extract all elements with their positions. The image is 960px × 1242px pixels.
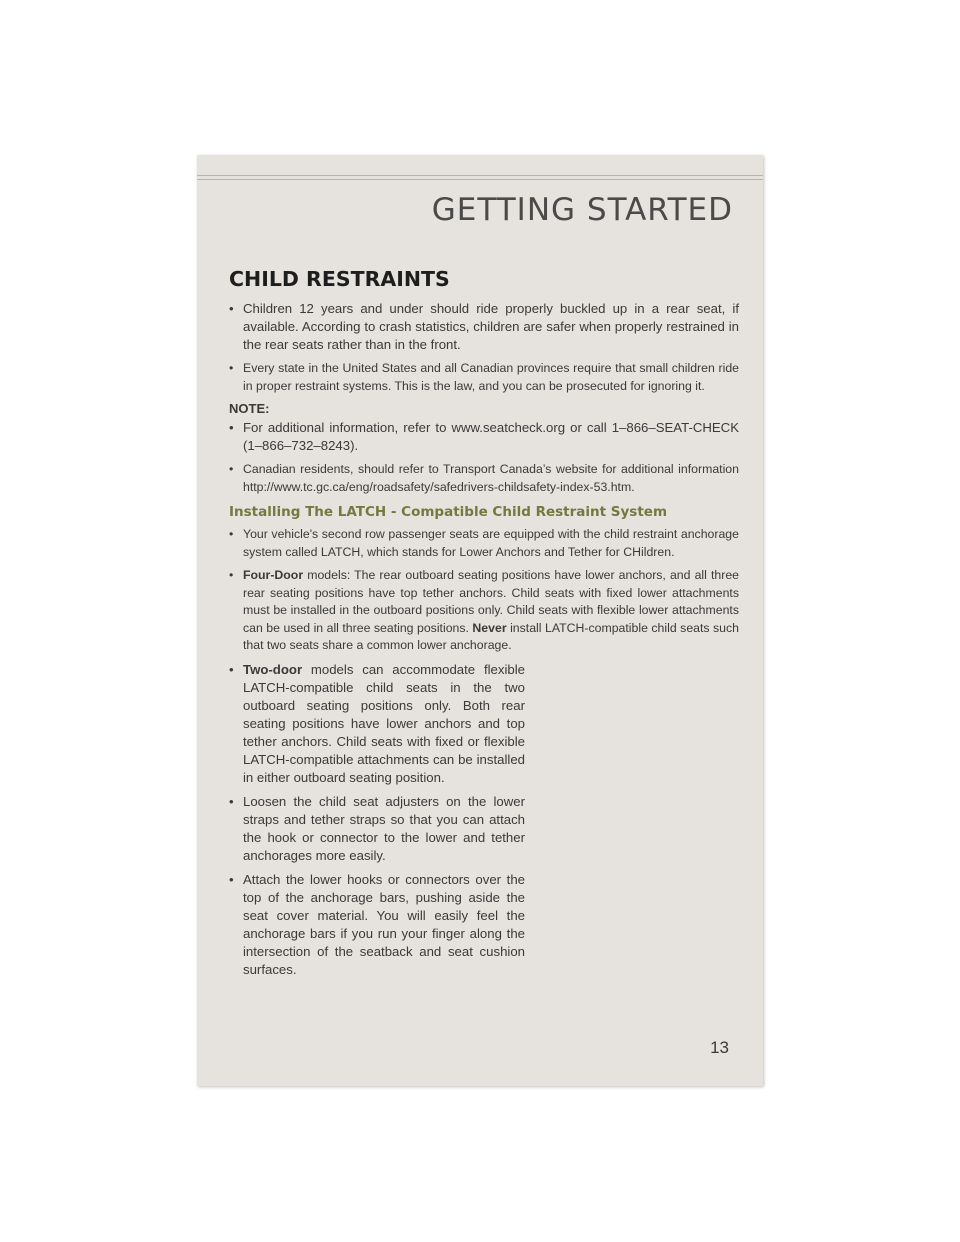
bullet-text: Canadian residents, should refer to Transport Canada’s website for additional information http://www.tc.gc.ca/eng/roadsafety/safedrivers-childsafety-index-53.htm.: [243, 462, 739, 494]
two-door-label: Two-door: [243, 661, 303, 677]
bullet-icon: •: [229, 462, 234, 476]
bullet-icon: •: [229, 301, 234, 316]
bullet-icon: •: [229, 527, 234, 541]
bullet-icon: •: [229, 420, 234, 435]
list-item: [229, 300, 739, 354]
bullet-icon: •: [229, 793, 234, 809]
bullet-text: Attach the lower hooks or connectors over the top of the anchorage bars, pushing aside the seat cover material. You will easily feel the anchorage bars if you run your finger along the intersection of the seatback and seat cushion surfaces.: [243, 871, 525, 977]
list-item: [229, 526, 739, 561]
list-item: [229, 419, 739, 455]
page-title: CHILD RESTRAINTS: [229, 267, 450, 291]
top-rule-1: [197, 175, 763, 176]
bullet-text: Your vehicle's second row passenger seats are equipped with the child restraint anchorage system called LATCH, which stands for Lower Anchors and Tether for CHildren.: [243, 527, 739, 559]
four-door-text-b: install LATCH-compatible child seats such that two seats share a common lower anchorage.: [243, 620, 740, 652]
never-label: Never: [472, 620, 507, 635]
two-door-text: models can accommodate flexible LATCH-compatible child seats in the two outboard seating positions only. Both rear seating positions have lower anchors and top tether anchors. Child seats with fixed or flexible LATCH-compatible attachments can be installed in either outboard seating position.: [243, 661, 525, 785]
list-item: [229, 360, 739, 395]
list-item: [229, 793, 525, 865]
top-rule-2: [197, 179, 763, 180]
manual-page: [197, 155, 763, 1086]
bullet-text: Every state in the United States and all Canadian provinces require that small children ride in proper restraint systems. This is the law, and you can be prosecuted for ignoring it.: [243, 361, 739, 393]
four-door-label: Four-Door: [243, 568, 304, 582]
note-label: NOTE:: [229, 401, 270, 416]
list-item: [229, 461, 739, 496]
page-number: 13: [710, 1038, 729, 1057]
bullet-icon: •: [229, 568, 234, 582]
section-header: GETTING STARTED: [431, 192, 733, 228]
list-item: [229, 661, 525, 787]
bullet-text: Children 12 years and under should ride properly buckled up in a rear seat, if available. According to crash statistics, children are safer when properly restrained in the rear seats rather than in the front.: [243, 301, 739, 352]
bullet-text: For additional information, refer to www.seatcheck.org or call 1–866–SEAT-CHECK (1–866–732–8243).: [243, 420, 739, 453]
bullet-icon: •: [229, 871, 234, 887]
content: [229, 267, 739, 985]
four-door-text-a: models: The rear outboard seating positions have lower anchors, and all three rear seating positions have top tether anchors. Child seats with fixed lower attachments must be installed in the outboard positions only. Child seats with flexible lower attachments can be used in all three seating positions.: [243, 568, 739, 635]
latch-heading: Installing The LATCH - Compatible Child Restraint System: [229, 504, 668, 520]
list-item: [229, 567, 739, 655]
bullet-icon: •: [229, 661, 234, 677]
list-item: [229, 871, 525, 979]
bullet-icon: •: [229, 361, 234, 375]
bullet-text: Loosen the child seat adjusters on the lower straps and tether straps so that you can attach the hook or connector to the lower and tether anchorages more easily.: [243, 793, 525, 863]
